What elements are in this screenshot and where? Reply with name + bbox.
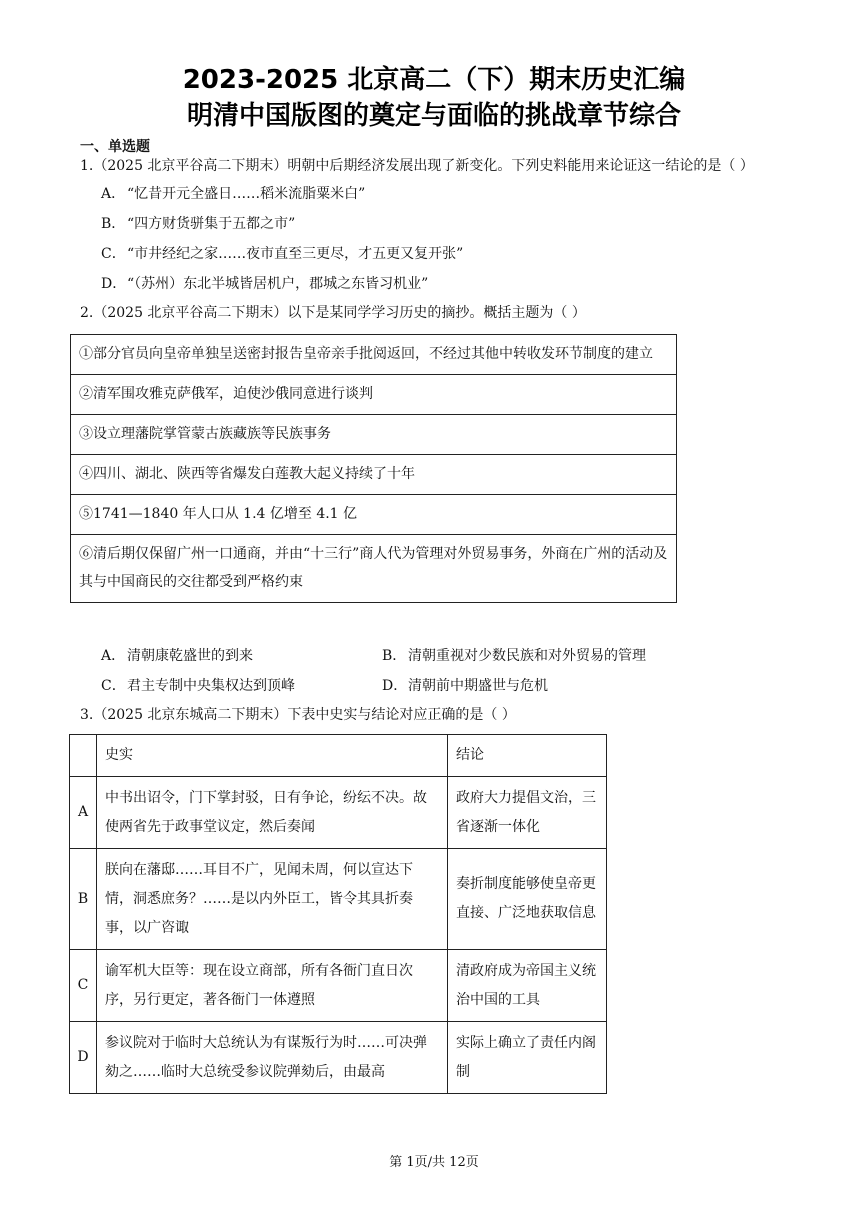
row-letter: D [70, 1022, 97, 1094]
table-row [70, 950, 607, 1022]
table-row [71, 535, 677, 603]
table-row [70, 849, 607, 950]
option-label: C． [101, 678, 126, 694]
table-row [71, 415, 677, 455]
table-row [70, 777, 607, 849]
table-row [70, 1022, 607, 1094]
option-label: D． [101, 276, 127, 292]
option-label: C． [101, 246, 126, 262]
option-label: B． [101, 216, 126, 232]
row-fact: 参议院对于临时大总统认为有谋叛行为时……可决弹劾之……临时大总统受参议院弹劾后，由最高 [97, 1022, 448, 1094]
document-title-line2: 明清中国版图的奠定与面临的挑战章节综合 [186, 101, 681, 131]
q2-option-d [382, 676, 548, 696]
table-cell: ①部分官员向皇帝单独呈送密封报告皇帝亲手批阅返回，不经过其他中转收发环节制度的建立 [71, 335, 677, 375]
page-number: 第 1页/共 12页 [389, 1155, 479, 1170]
row-fact: 谕军机大臣等：现在设立商部，所有各衙门直日次序，另行更定，著各衙门一体遵照 [97, 950, 448, 1022]
table-row [71, 495, 677, 535]
question-2-stem: 2.（2025 北京平谷高二下期末）以下是某同学学习历史的摘抄。概括主题为（ ） [80, 305, 586, 321]
option-text: “忆昔开元全盛日……稻米流脂粟米白” [127, 186, 366, 202]
q1-option-b [101, 214, 295, 234]
table-cell: ③设立理藩院掌管蒙古族藏族等民族事务 [71, 415, 677, 455]
table-row [71, 335, 677, 375]
q2-excerpt-table [70, 334, 677, 603]
option-label: A． [101, 648, 126, 664]
table-cell: ⑥清后期仅保留广州一口通商，并由“十三行”商人代为管理对外贸易事务，外商在广州的活动及其与中国商民的交往都受到严格约束 [71, 535, 677, 603]
option-text: 清朝重视对少数民族和对外贸易的管理 [408, 648, 646, 664]
option-text: 清朝康乾盛世的到来 [127, 648, 253, 664]
table-row [71, 455, 677, 495]
row-letter: B [70, 849, 97, 950]
row-conclusion: 实际上确立了责任内阁制 [448, 1022, 607, 1094]
question-3-stem: 3.（2025 北京东城高二下期末）下表中史实与结论对应正确的是（ ） [80, 707, 516, 723]
q1-option-a [101, 184, 365, 204]
row-fact: 中书出诏令，门下掌封驳，日有争论，纷纭不决。故使两省先于政事堂议定，然后奏闻 [97, 777, 448, 849]
option-text: “（苏州）东北半城皆居机户，郡城之东皆习机业” [127, 276, 429, 292]
row-conclusion: 奏折制度能够使皇帝更直接、广泛地获取信息 [448, 849, 607, 950]
option-text: “市井经纪之家……夜市直至三更尽，才五更又复开张” [127, 246, 464, 262]
question-1-stem: 1.（2025 北京平谷高二下期末）明朝中后期经济发展出现了新变化。下列史料能用来论证这一结论的是（ ） [80, 158, 754, 174]
q1-option-d [101, 274, 428, 294]
table-cell: ②清军围攻雅克萨俄军，迫使沙俄同意进行谈判 [71, 375, 677, 415]
table-cell: ④四川、湖北、陕西等省爆发白莲教大起义持续了十年 [71, 455, 677, 495]
row-letter: C [70, 950, 97, 1022]
table-cell: ⑤1741—1840 年人口从 1.4 亿增至 4.1 亿 [71, 495, 677, 535]
option-label: D． [382, 678, 408, 694]
option-label: B． [382, 648, 407, 664]
option-text: 清朝前中期盛世与危机 [408, 678, 548, 694]
row-conclusion: 政府大力提倡文治，三省逐渐一体化 [448, 777, 607, 849]
q2-option-b [382, 646, 646, 666]
q2-option-a [101, 646, 253, 666]
row-letter: A [70, 777, 97, 849]
option-label: A． [101, 186, 126, 202]
document-title-line1: 2023-2025 北京高二（下）期末历史汇编 [182, 65, 686, 95]
section-heading: 一、单选题 [80, 139, 150, 155]
q3-fact-conclusion-table [69, 734, 607, 1094]
table-header-row [70, 735, 607, 777]
header-conclusion: 结论 [448, 735, 607, 777]
header-letter-cell [70, 735, 97, 777]
row-conclusion: 清政府成为帝国主义统治中国的工具 [448, 950, 607, 1022]
q2-option-c [101, 676, 295, 696]
table-row [71, 375, 677, 415]
row-fact: 朕向在藩邸……耳目不广，见闻未周，何以宣达下情，洞悉庶务？……是以内外臣工，皆令其具折奏事，以广咨诹 [97, 849, 448, 950]
q1-option-c [101, 244, 463, 264]
option-text: “四方财货骈集于五都之市” [127, 216, 296, 232]
option-text: 君主专制中央集权达到顶峰 [127, 678, 295, 694]
header-fact: 史实 [97, 735, 448, 777]
